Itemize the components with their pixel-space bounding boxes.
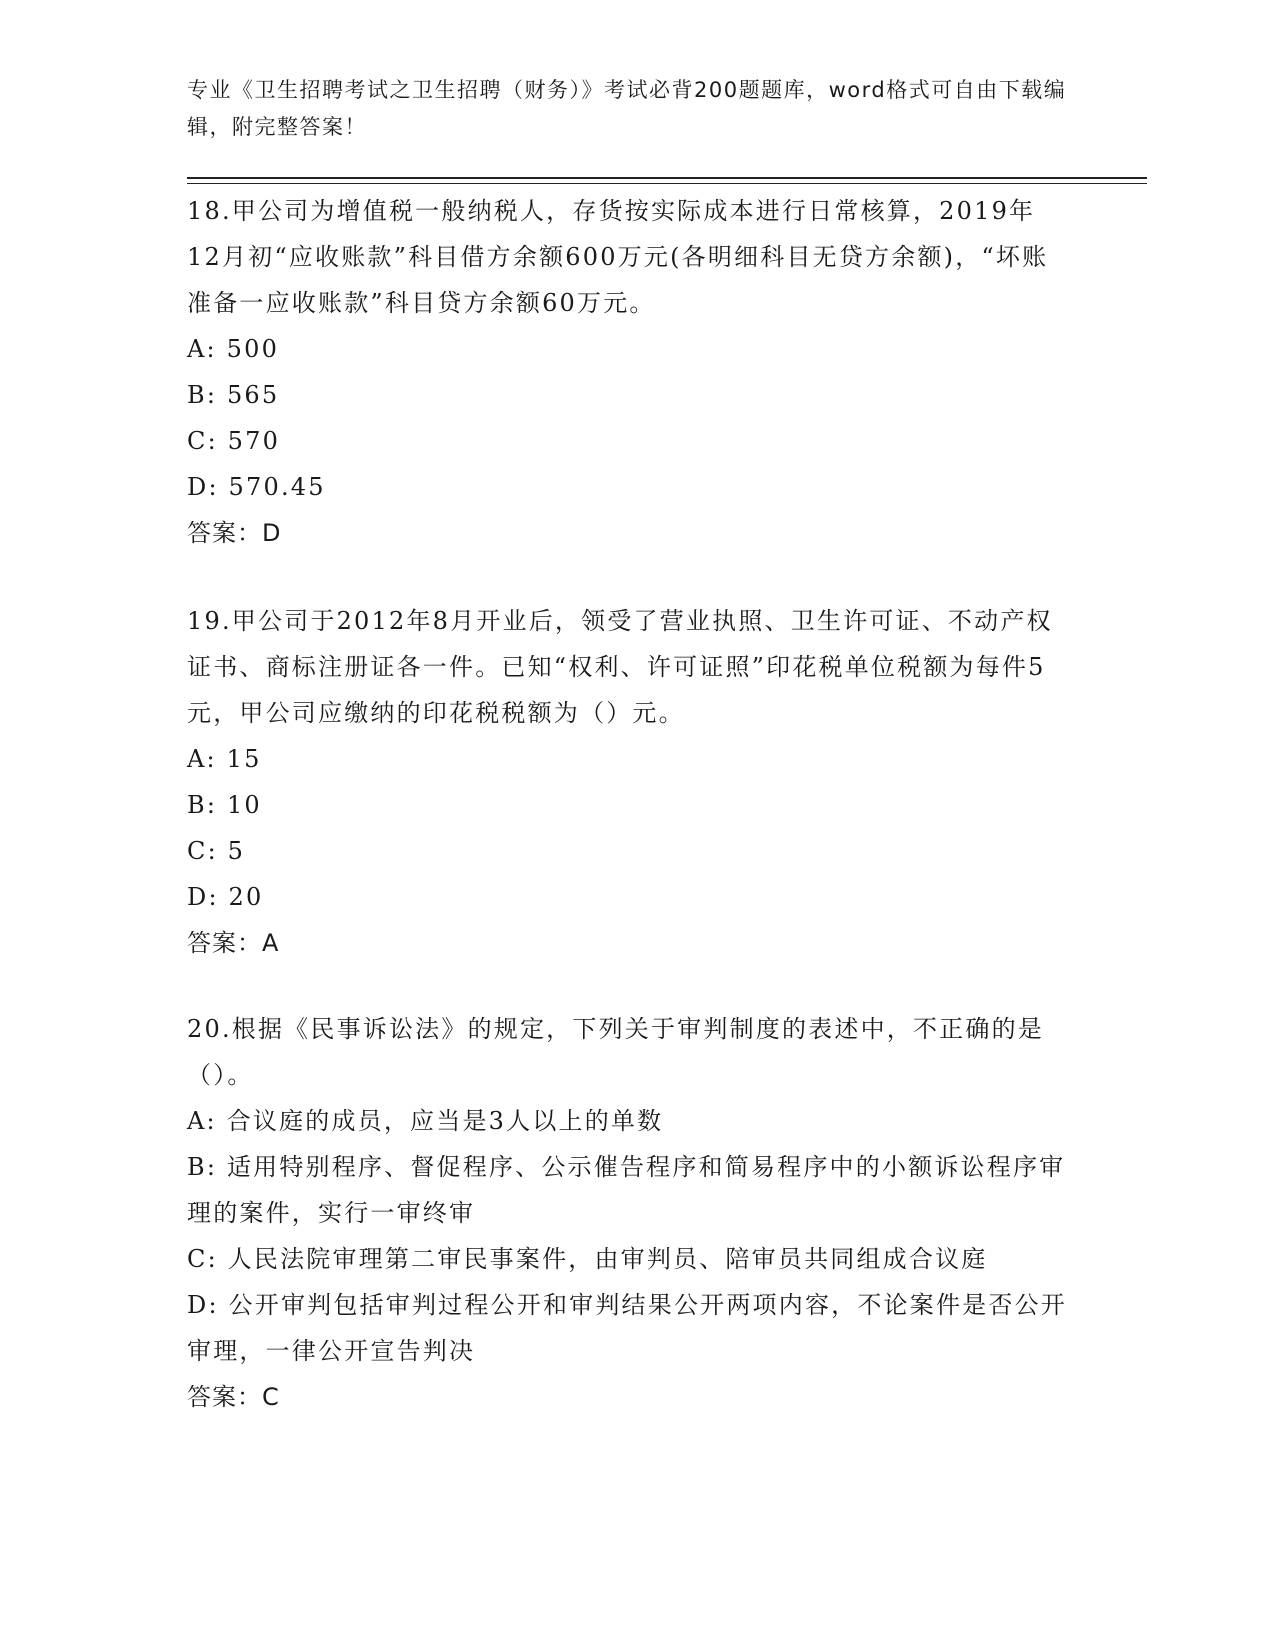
question-19 (187, 598, 1087, 966)
document-header: 专业《卫生招聘考试之卫生招聘（财务）》考试必背200题题库，word格式可自由下载编辑，附完整答案！ (187, 78, 1067, 139)
question-stem: 18.甲公司为增值税一般纳税人，存货按实际成本进行日常核算，2019年12月初“应收账款”科目借方余额600万元(各明细科目无贷方余额)，“坏账准备一应收账款”科目贷方余额60万元。 (187, 197, 1049, 317)
option-d: D: 公开审判包括审判过程公开和审判结果公开两项内容，不论案件是否公开审理，一律公开宣告判决 (187, 1291, 1067, 1365)
question-20 (187, 1006, 1087, 1420)
option-c: C: 人民法院审理第二审民事案件，由审判员、陪审员共同组成合议庭 (187, 1245, 988, 1273)
question-18 (187, 188, 1087, 556)
option-c: C: 570 (187, 427, 281, 455)
option-d: D: 570.45 (187, 473, 326, 501)
answer-label: 答案：C (187, 1383, 280, 1411)
option-b: B: 适用特别程序、督促程序、公示催告程序和简易程序中的小额诉讼程序审理的案件，实行一审终审 (187, 1153, 1066, 1227)
option-a: A: 500 (187, 335, 280, 363)
option-b: B: 10 (187, 791, 262, 819)
option-c: C: 5 (187, 837, 246, 865)
option-d: D: 20 (187, 883, 264, 911)
question-stem: 19.甲公司于2012年8月开业后，领受了营业执照、卫生许可证、不动产权证书、商标注册证各一件。已知“权利、许可证照”印花税单位税额为每件5元，甲公司应缴纳的印花税税额为（）元。 (187, 607, 1053, 727)
document-page (187, 0, 1147, 1650)
option-a: A: 15 (187, 745, 262, 773)
answer-label: 答案：D (187, 519, 282, 547)
question-stem: 20.根据《民事诉讼法》的规定，下列关于审判制度的表述中，不正确的是（）。 (187, 1015, 1044, 1089)
answer-label: 答案：A (187, 929, 280, 957)
option-b: B: 565 (187, 381, 280, 409)
header-divider-thin (187, 183, 1147, 184)
header-divider-thick (187, 177, 1147, 179)
option-a: A: 合议庭的成员，应当是3人以上的单数 (187, 1107, 664, 1135)
